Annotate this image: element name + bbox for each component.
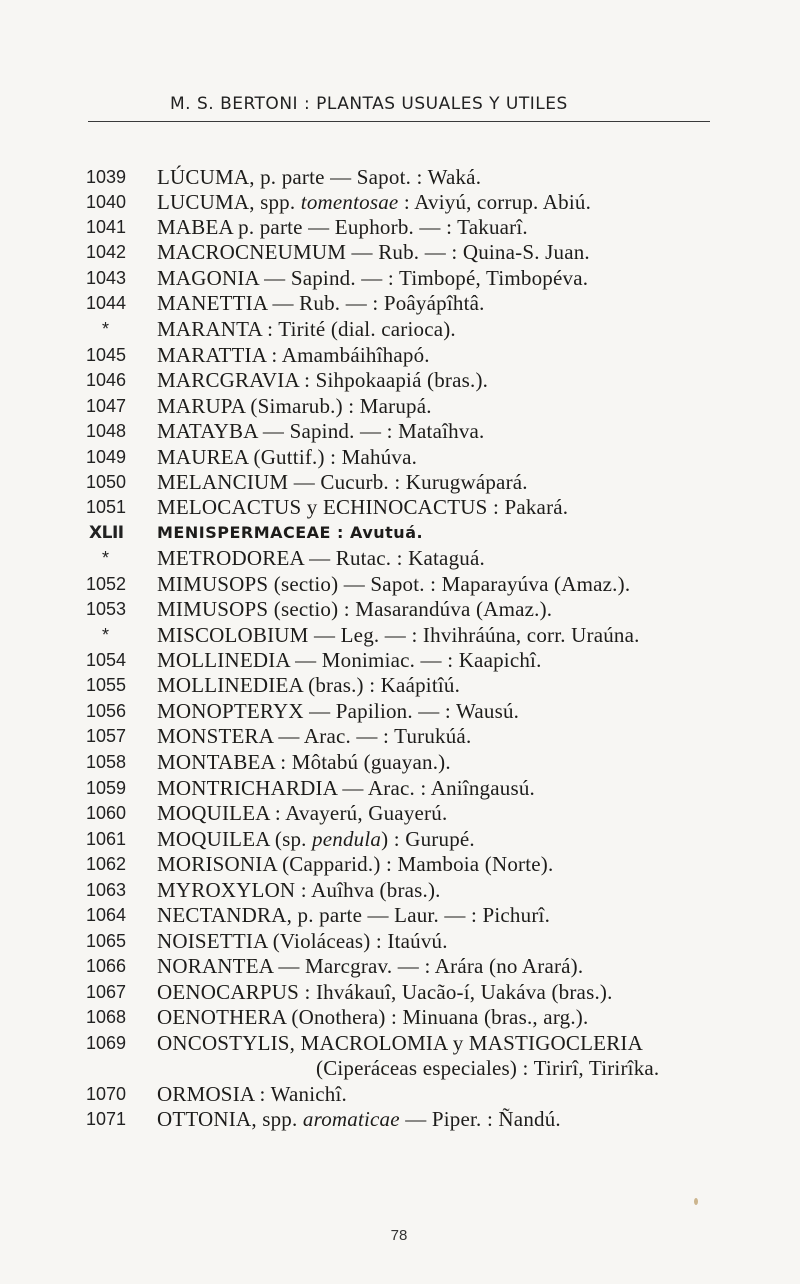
entry-row — [0, 698, 800, 724]
entry-number: 1061 — [86, 829, 127, 849]
entry-number: * — [102, 319, 110, 339]
entry-row — [0, 520, 800, 546]
entry-text: MARATTIA : Amambáihîhapó. — [157, 343, 430, 367]
entry-text: ORMOSIA : Wanichî. — [157, 1082, 347, 1106]
entry-number: 1071 — [86, 1109, 127, 1129]
entry-text: MARUPA (Simarub.) : Marupá. — [157, 394, 432, 418]
entry-text: MELOCACTUS y ECHINOCACTUS : Pakará. — [157, 495, 569, 519]
entry-number: 1046 — [86, 370, 127, 390]
entry-row — [0, 164, 800, 190]
entry-text: MONTABEA : Môtabú (guayan.). — [157, 750, 451, 774]
entry-row — [0, 469, 800, 495]
entry-text: MONSTERA — Arac. — : Turukúá. — [157, 724, 472, 748]
entry-text: MOQUILEA : Avayerú, Guayerú. — [157, 801, 448, 825]
entry-text-italic: tomentosae — [300, 190, 399, 214]
entry-row — [0, 979, 800, 1005]
entry-text: MARANTA : Tirité (dial. carioca). — [157, 317, 456, 341]
entry-text: OENOCARPUS : Ihvákauî, Uacão-í, Uakáva (bras.). — [157, 980, 613, 1004]
entry-text: LÚCUMA, p. parte — Sapot. : Waká. — [157, 165, 482, 189]
entry-row — [0, 622, 800, 648]
entry-row — [0, 316, 800, 342]
entry-number: 1068 — [86, 1007, 127, 1027]
entry-number: 1050 — [86, 472, 127, 492]
entry-row — [0, 214, 800, 240]
entry-row — [0, 265, 800, 291]
entry-text: NORANTEA — Marcgrav. — : Arára (no Arará). — [157, 954, 584, 978]
entry-number: 1060 — [86, 803, 127, 823]
entry-text-italic: aromaticae — [302, 1107, 400, 1131]
entry-row — [0, 1106, 800, 1132]
entry-row — [0, 800, 800, 826]
entry-row — [0, 775, 800, 801]
entry-text: MIMUSOPS (sectio) — Sapot. : Maparayúva (Amaz.). — [157, 572, 631, 596]
entry-row — [0, 826, 800, 852]
entry-row — [0, 1030, 800, 1056]
entry-text-part: ) : Gurupé. — [381, 827, 475, 851]
entry-number: 1058 — [86, 752, 127, 772]
running-head: M. S. BERTONI : PLANTAS USUALES Y UTILES — [170, 94, 568, 114]
entry-number: 1062 — [86, 854, 127, 874]
entry-text-part: OTTONIA, spp. — [157, 1107, 303, 1131]
entry-text: MABEA p. parte — Euphorb. — : Takuarî. — [157, 215, 528, 239]
entry-row — [0, 851, 800, 877]
entry-text: MELANCIUM — Cucurb. : Kurugwápará. — [157, 470, 528, 494]
entry-number: 1066 — [86, 956, 127, 976]
entry-number: 1051 — [86, 497, 127, 517]
entry-row — [0, 367, 800, 393]
entry-number: 1047 — [86, 396, 127, 416]
entry-text: MOLLINEDIEA (bras.) : Kaápitîú. — [157, 673, 461, 697]
entry-number: 1039 — [86, 167, 127, 187]
entry-number: 1057 — [86, 726, 127, 746]
entry-row — [0, 1055, 800, 1081]
header-rule — [88, 121, 710, 122]
entry-number: 1065 — [86, 931, 127, 951]
entry-text: NOISETTIA (Violáceas) : Itaúvú. — [157, 929, 448, 953]
entry-row — [0, 393, 800, 419]
entry-number: 1045 — [86, 345, 127, 365]
entry-row — [0, 418, 800, 444]
entry-text: MAUREA (Guttif.) : Mahúva. — [157, 445, 418, 469]
entry-text — [157, 1106, 561, 1132]
entry-row — [0, 1004, 800, 1030]
entry-text: MOLLINEDIA — Monimiac. — : Kaapichî. — [157, 648, 542, 672]
entry-number: 1064 — [86, 905, 127, 925]
entry-continuation: (Ciperáceas especiales) : Tirirî, Tirirîka. — [316, 1056, 660, 1080]
entry-text: MATAYBA — Sapind. — : Mataîhva. — [157, 419, 485, 443]
entry-row — [0, 953, 800, 979]
entry-number: 1055 — [86, 675, 127, 695]
entry-text-part: LUCUMA, spp. — [157, 190, 301, 214]
entry-number: 1041 — [86, 217, 127, 237]
entry-row — [0, 189, 800, 215]
entry-row — [0, 877, 800, 903]
entry-number: 1056 — [86, 701, 127, 721]
entry-text-part: MOQUILEA (sp. — [157, 827, 313, 851]
entry-text: MAGONIA — Sapind. — : Timbopé, Timbopéva. — [157, 266, 589, 290]
entry-row — [0, 290, 800, 316]
entry-row — [0, 723, 800, 749]
entry-number: 1069 — [86, 1033, 127, 1053]
entry-row — [0, 749, 800, 775]
entry-row — [0, 494, 800, 520]
entry-row — [0, 1081, 800, 1107]
entry-number: 1049 — [86, 447, 127, 467]
entry-text: MACROCNEUMUM — Rub. — : Quina-S. Juan. — [157, 240, 590, 264]
entry-row — [0, 672, 800, 698]
entry-row — [0, 647, 800, 673]
entry-text-part: : Aviyú, corrup. Abiú. — [398, 190, 592, 214]
entry-number: 1063 — [86, 880, 127, 900]
entry-row — [0, 571, 800, 597]
entry-number: 1059 — [86, 778, 127, 798]
entry-number: XLII — [89, 523, 124, 543]
entry-number: 1053 — [86, 599, 127, 619]
entry-number: 1067 — [86, 982, 127, 1002]
entry-text: MONOPTERYX — Papilion. — : Wausú. — [157, 699, 520, 723]
entry-text: MANETTIA — Rub. — : Poâyápîhtâ. — [157, 291, 485, 315]
entry-text: MORISONIA (Capparid.) : Mamboia (Norte). — [157, 852, 554, 876]
entry-row — [0, 239, 800, 265]
entry-row — [0, 928, 800, 954]
entry-row — [0, 902, 800, 928]
entry-text-italic: pendula — [312, 827, 382, 851]
entry-text — [157, 189, 591, 215]
entry-text: MYROXYLON : Auîhva (bras.). — [157, 878, 441, 902]
entry-row — [0, 596, 800, 622]
entry-text: MONTRICHARDIA — Arac. : Aniîngausú. — [157, 776, 535, 800]
entry-number: 1043 — [86, 268, 127, 288]
entry-number: 1048 — [86, 421, 127, 441]
entry-row — [0, 342, 800, 368]
entry-text: NECTANDRA, p. parte — Laur. — : Pichurî. — [157, 903, 551, 927]
entry-number: 1070 — [86, 1084, 127, 1104]
entry-text-part: — Piper. : Ñandú. — [399, 1107, 561, 1131]
entry-row — [0, 545, 800, 571]
entry-text: MARCGRAVIA : Sihpokaapiá (bras.). — [157, 368, 489, 392]
family-heading: MENISPERMACEAE : Avutuá. — [157, 523, 424, 542]
entry-number: * — [102, 548, 110, 568]
entry-number: 1052 — [86, 574, 127, 594]
entry-text: MIMUSOPS (sectio) : Masarandúva (Amaz.). — [157, 597, 553, 621]
ink-speck — [694, 1198, 698, 1205]
entry-text — [157, 826, 475, 852]
entry-text: OENOTHERA (Onothera) : Minuana (bras., arg.). — [157, 1005, 589, 1029]
entry-number: 1040 — [86, 192, 127, 212]
entry-number: 1042 — [86, 242, 127, 262]
page-number: 78 — [390, 1227, 408, 1244]
entry-number: 1044 — [86, 293, 127, 313]
entry-number: * — [102, 625, 110, 645]
entry-text: ONCOSTYLIS, MACROLOMIA y MASTIGOCLERIA — [157, 1031, 643, 1055]
entry-text: MISCOLOBIUM — Leg. — : Ihvihráúna, corr. Uraúna. — [157, 623, 640, 647]
entry-text: METRODOREA — Rutac. : Kataguá. — [157, 546, 485, 570]
entry-row — [0, 444, 800, 470]
entry-number: 1054 — [86, 650, 127, 670]
